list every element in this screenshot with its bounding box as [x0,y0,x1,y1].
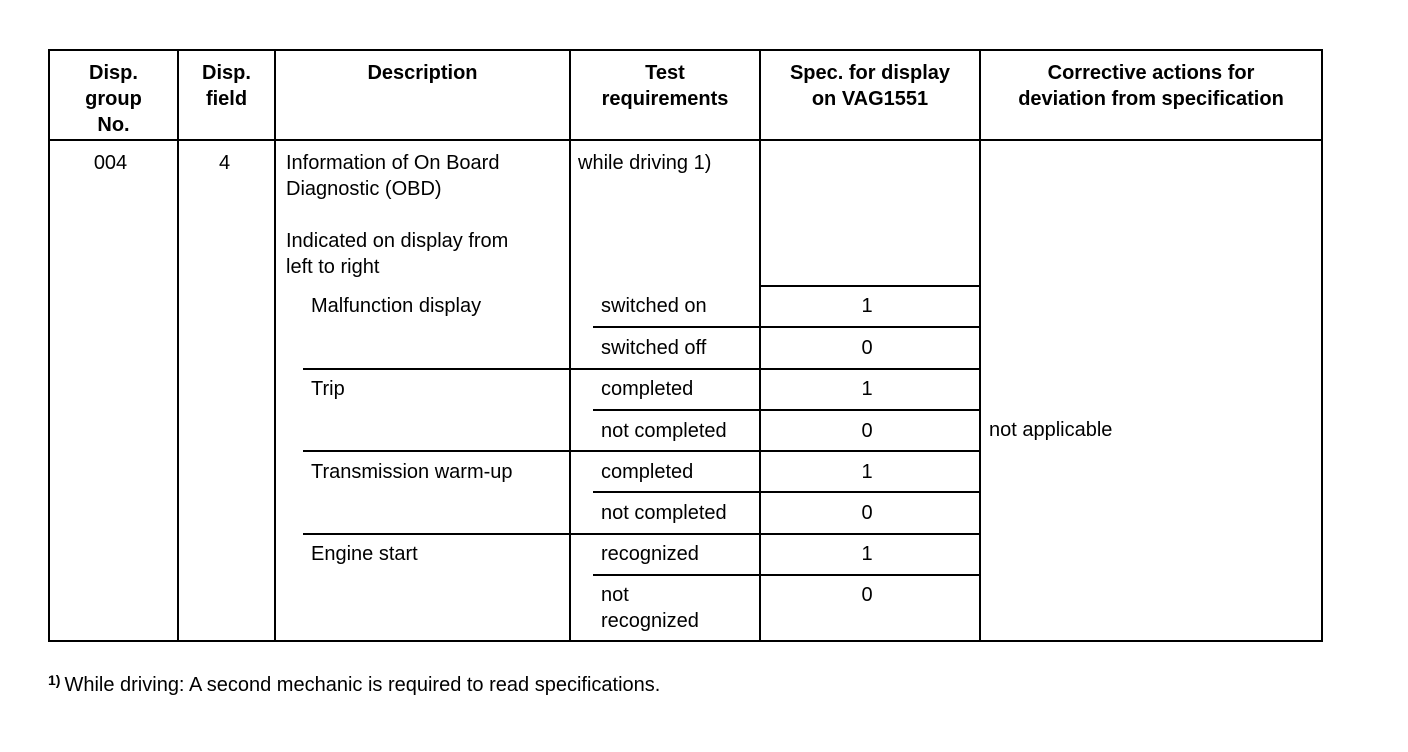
header-spec-display: Spec. for display on VAG1551 [789,62,951,110]
test-cell: recognized [601,543,699,565]
test-cell: switched on [601,295,707,317]
header-field: Disp. field [202,62,251,110]
header-description: Description [367,62,478,84]
spec-cell: 1 [861,378,873,400]
test-cell: completed [601,461,694,483]
item-transmission-warm-up: Transmission warm-up [311,461,513,483]
col-divider-5 [979,49,981,642]
spec-cell: 0 [861,337,873,359]
spec-cell: 1 [861,295,873,317]
spec-cell: 0 [861,502,873,524]
test-cell: not completed [601,420,727,442]
item-malfunction-display: Malfunction display [311,295,482,317]
spec-cell: 0 [861,584,873,606]
header-group-no: Disp. group No. [85,62,142,136]
footnote-mark: 1) [48,672,61,688]
spec-cell: 1 [861,461,873,483]
item-trip: Trip [311,378,345,400]
test-cell: not recognized [601,584,699,632]
header-test-requirements: Test requirements [601,62,729,110]
col-divider-1 [177,49,179,642]
description-text: Information of On Board Diagnostic (OBD) [286,152,500,200]
footnote-text: While driving: A second mechanic is required to read specifications. [64,674,661,696]
header-corrective-actions: Corrective actions for deviation from specification [1018,62,1284,110]
row-line [593,491,980,493]
corrective-action: not applicable [989,419,1113,441]
item-engine-start: Engine start [311,543,418,565]
display-field-no: 4 [218,152,231,174]
row-line [303,450,980,452]
col-divider-3 [569,49,571,642]
row-line [593,574,980,576]
test-cell: switched off [601,337,707,359]
test-cell: not completed [601,502,727,524]
spec-cell: 1 [861,543,873,565]
display-group-no: 004 [93,152,128,174]
col-divider-2 [274,49,276,642]
footnote [48,672,660,697]
row-line [593,409,980,411]
spec-cell: 0 [861,420,873,442]
row-line [303,368,980,370]
test-cell: completed [601,378,694,400]
row-line [303,533,980,535]
header-separator [48,139,1323,141]
row-line [760,285,980,287]
test-while-driving: while driving 1) [578,152,712,174]
description-note: Indicated on display from left to right [286,230,509,278]
row-line [593,326,980,328]
